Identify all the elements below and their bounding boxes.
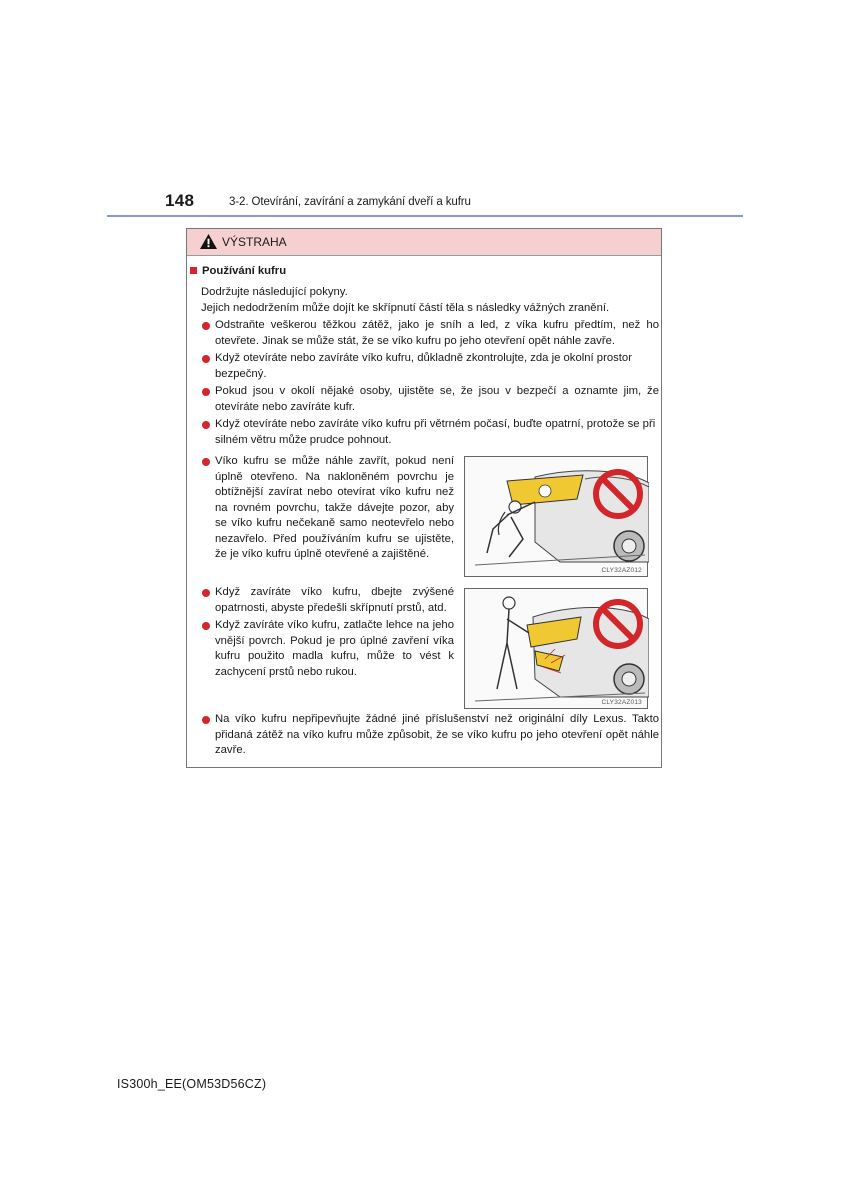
bullet-item [201, 417, 659, 448]
footer-code: IS300h_EE(OM53D56CZ) [117, 1077, 267, 1091]
bullet-dot-icon [202, 421, 210, 429]
bullet-item [201, 454, 454, 563]
bullet-item [201, 712, 659, 759]
bullet-item [201, 618, 454, 680]
bullet-text: Když otevíráte nebo zavíráte víko kufru, důkladně zkontrolujte, zda je okolní prostor bezpečný. [215, 352, 632, 380]
section-title: 3-2. Otevírání, zavírání a zamykání dveří a kufru [229, 196, 471, 208]
intro-text [201, 285, 651, 316]
warning-title: VÝSTRAHA [222, 235, 287, 249]
bullet-text: Odstraňte veškerou těžkou zátěž, jako je sníh a led, z víka kufru předtím, než ho otevřete. Jinak se může stát, že se víko kufru po jeho otevření opět náhle zavře. [215, 319, 659, 347]
bullet-dot-icon [202, 589, 210, 597]
illustration-code: CLY32AZ013 [601, 699, 642, 706]
warning-triangle-icon [199, 233, 218, 250]
bullet-dot-icon [202, 716, 210, 724]
prohibited-icon [465, 457, 649, 578]
bullet-text: Na víko kufru nepřipevňujte žádné jiné příslušenství než originální díly Lexus. Takto přidaná zátěž na víko kufru může způsobit, že se víko kufru po jeho otevření opět náhle zavře. [215, 713, 659, 756]
intro-line: Dodržujte následující pokyny. [201, 286, 348, 298]
bullet-text: Pokud jsou v okolí nějaké osoby, ujistěte se, že jsou v bezpečí a oznamte jim, že otevíráte nebo zavíráte kufr. [215, 385, 659, 413]
bullet-dot-icon [202, 458, 210, 466]
bullet-text: Když otevíráte nebo zavíráte víko kufru při větrném počasí, buďte opatrní, protože se při silném větru může prudce pohnout. [215, 418, 656, 446]
bullet-item [201, 318, 659, 349]
page-number: 148 [165, 191, 195, 210]
heading-square-icon [190, 267, 197, 274]
bullet-item [201, 585, 454, 616]
prohibited-icon [465, 589, 649, 710]
warning-header [187, 229, 661, 256]
intro-line: Jejich nedodržením může dojít ke skřípnutí částí těla s následky vážných zranění. [201, 301, 610, 314]
bullet-text: Když zavíráte víko kufru, dbejte zvýšené opatrnosti, abyste předešli skřípnutí prstů, atd. [215, 586, 454, 614]
bullet-text: Když zavíráte víko kufru, zatlačte lehce na jeho vnější povrch. Pokud je pro úplné zavření víka kufru použito madla kufru, může to vést k zachycení prstů nebo rukou. [215, 619, 454, 678]
illustration-trunk-close [464, 588, 648, 709]
bullet-text: Víko kufru se může náhle zavřít, pokud není úplně otevřeno. Na nakloněném povrchu je obtížnější zavírat nebo otevírat víko kufru než na rovném povrchu, takže dávejte pozor, aby se víko kufru nečekaně samo neotevřelo nebo nezavřelo. Před používáním kufru se ujistěte, že je víko kufru úplně otevřené a zajištěné. [215, 455, 454, 560]
illustration-code: CLY32AZ012 [601, 567, 642, 574]
illustration-trunk-slope [464, 456, 648, 577]
header-rule [107, 215, 743, 217]
heading-text: Používání kufru [202, 265, 287, 277]
warning-heading [190, 265, 286, 277]
bullet-dot-icon [202, 322, 210, 330]
bullet-dot-icon [202, 388, 210, 396]
bullet-dot-icon [202, 355, 210, 363]
bullet-item [201, 351, 659, 382]
bullet-item [201, 384, 659, 415]
bullet-dot-icon [202, 622, 210, 630]
warning-box [186, 228, 662, 768]
